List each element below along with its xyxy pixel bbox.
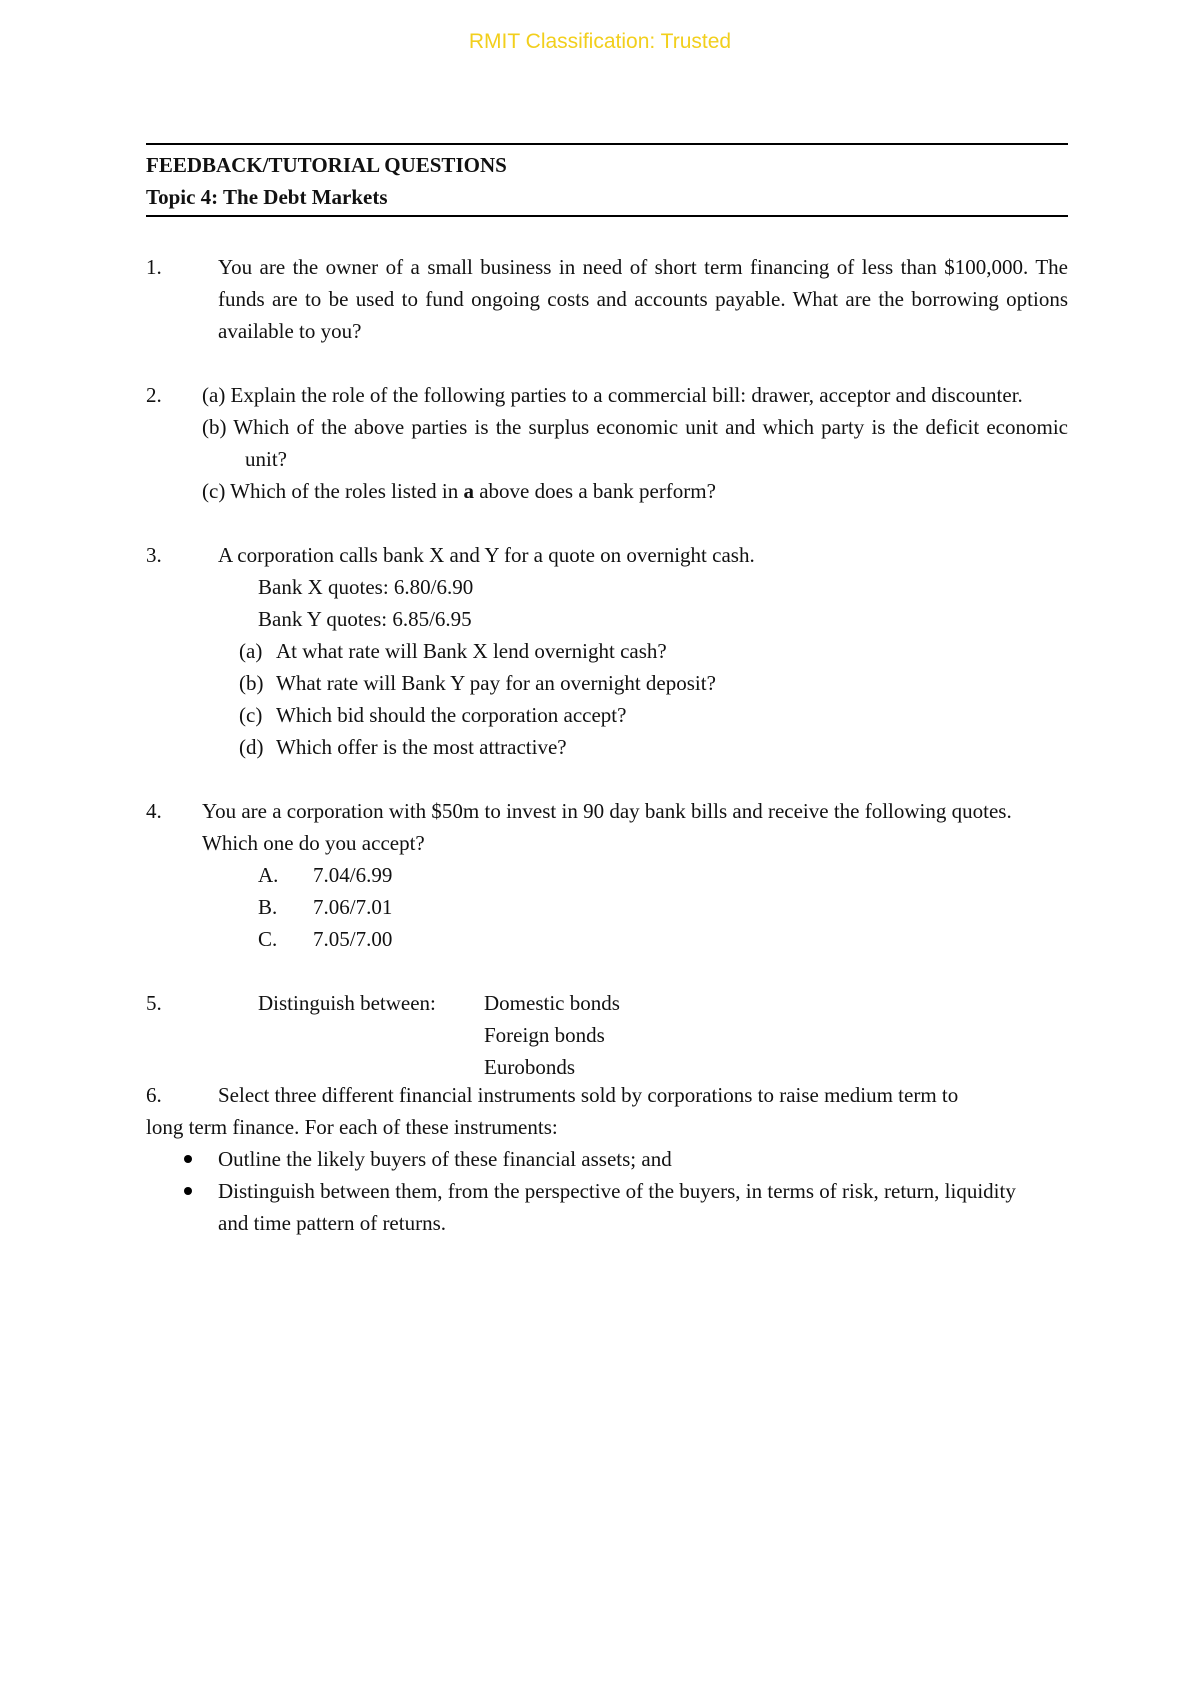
quote-option: C. 7.05/7.00 bbox=[258, 927, 393, 951]
question-part-c bbox=[202, 475, 1068, 507]
sub-question: (a) At what rate will Bank X lend overnight cash? bbox=[239, 639, 667, 663]
bullet-icon bbox=[184, 1155, 192, 1163]
bullet-item: Distinguish between them, from the perspective of the buyers, in terms of risk, return, liquidity and time pattern of returns. bbox=[146, 1175, 1068, 1239]
sub-question: (d) Which offer is the most attractive? bbox=[239, 735, 567, 759]
question-3 bbox=[146, 539, 1068, 763]
question-line: 6. Select three different financial instruments sold by corporations to raise medium term to bbox=[146, 1079, 1068, 1111]
distinguish-row bbox=[258, 987, 1068, 1019]
quote-option: B. 7.06/7.01 bbox=[258, 895, 393, 919]
question-number: 6. bbox=[146, 1083, 162, 1107]
sub-question: (c) Which bid should the corporation accept? bbox=[239, 703, 627, 727]
bullet-icon bbox=[184, 1187, 192, 1195]
question-number: 3. bbox=[146, 543, 162, 567]
bond-type: Domestic bonds bbox=[484, 991, 620, 1015]
question-part-a: (a) Explain the role of the following parties to a commercial bill: drawer, acceptor and discounter. bbox=[202, 383, 1023, 407]
question-text: You are a corporation with $50m to invest in 90 day bank bills and receive the following quotes. Which one do you accept? bbox=[202, 799, 1012, 855]
question-number: 4. bbox=[146, 799, 162, 823]
question-number: 1. bbox=[146, 255, 162, 279]
question-4 bbox=[146, 795, 1068, 955]
quote-bank-x: Bank X quotes: 6.80/6.90 bbox=[258, 575, 474, 599]
document-body bbox=[146, 143, 1068, 1239]
sub-question: (b) What rate will Bank Y pay for an overnight deposit? bbox=[239, 671, 716, 695]
question-text: A corporation calls bank X and Y for a quote on overnight cash. bbox=[218, 543, 755, 567]
distinguish-lead: Distinguish between: bbox=[258, 991, 436, 1015]
bond-type: Eurobonds bbox=[484, 1055, 575, 1079]
question-number: 2. bbox=[146, 383, 162, 407]
document-header bbox=[146, 145, 1068, 215]
part-c-pre: (c) Which of the roles listed in bbox=[202, 479, 464, 503]
question-1 bbox=[146, 251, 1068, 347]
question-line: long term finance. For each of these instruments: bbox=[146, 1115, 558, 1139]
part-c-bold: a bbox=[463, 479, 474, 503]
document-title: FEEDBACK/TUTORIAL QUESTIONS bbox=[146, 153, 507, 177]
quote-option: A. 7.04/6.99 bbox=[258, 863, 393, 887]
bond-type: Foreign bonds bbox=[484, 1023, 605, 1047]
question-6 bbox=[146, 1079, 1068, 1239]
topic-title: Topic 4: The Debt Markets bbox=[146, 185, 388, 209]
bullet-item: Outline the likely buyers of these financial assets; and bbox=[146, 1143, 1068, 1175]
classification-label: RMIT Classification: Trusted bbox=[468, 30, 732, 53]
quote-bank-y: Bank Y quotes: 6.85/6.95 bbox=[258, 607, 472, 631]
question-text: You are the owner of a small business in need of short term financing of less than $100,000. The funds are to be used to fund ongoing costs and accounts payable. What are the borrowing options available to you? bbox=[218, 255, 1068, 343]
question-2 bbox=[146, 379, 1068, 507]
question-5 bbox=[146, 987, 1068, 1083]
question-number: 5. bbox=[146, 991, 162, 1015]
part-c-post: above does a bank perform? bbox=[473, 479, 716, 503]
question-part-b: (b) Which of the above parties is the surplus economic unit and which party is the deficit economic unit? bbox=[202, 415, 1068, 471]
